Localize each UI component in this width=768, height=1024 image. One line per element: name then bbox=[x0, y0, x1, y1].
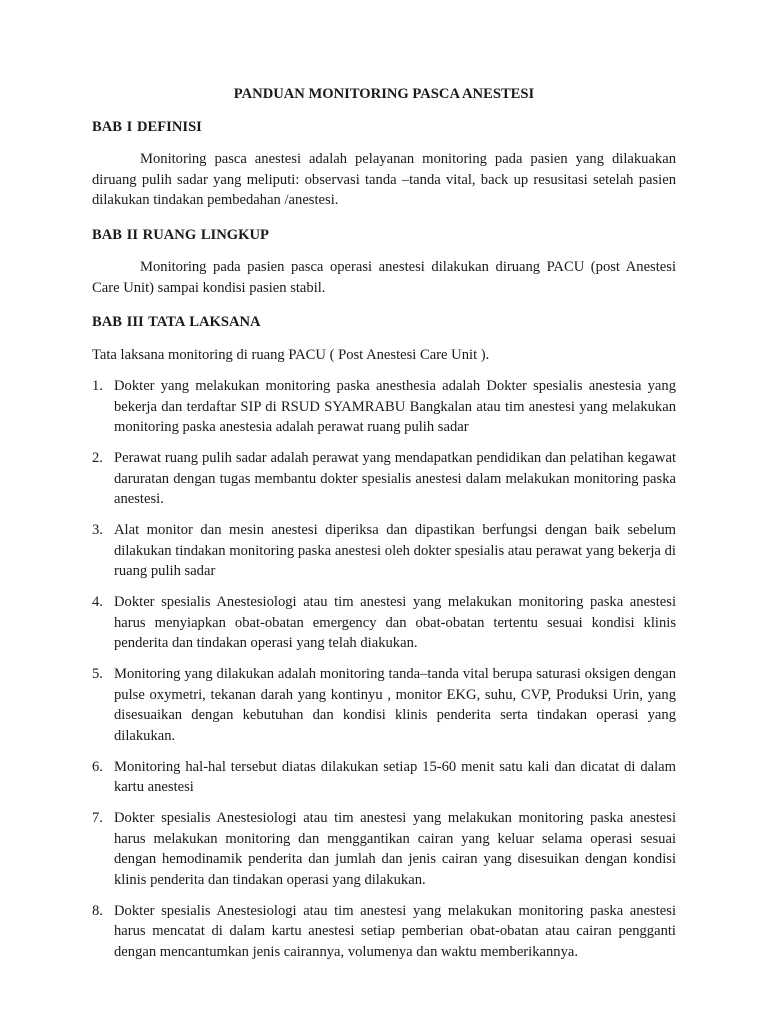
list-item bbox=[92, 448, 676, 510]
list-item bbox=[92, 376, 676, 438]
list-item-number: 6. bbox=[92, 758, 103, 775]
list-item bbox=[92, 664, 676, 746]
list-item-text: Dokter spesialis Anestesiologi atau tim anestesi yang melakukan monitoring paska anestesi harus mencatat di dalam kartu anestesi setiap pemberian obat-obatan atau cairan pengganti dengan mencantumkan jenis cairannya, volumenya dan waktu memberikannya. bbox=[114, 902, 676, 960]
tata-laksana-intro: Tata laksana monitoring di ruang PACU ( Post Anestesi Care Unit ). bbox=[92, 346, 490, 363]
list-item bbox=[92, 520, 676, 582]
list-item-number: 4. bbox=[92, 594, 103, 610]
list-item-text: Dokter yang melakukan monitoring paska anesthesia adalah Dokter spesialis anestesia yang bekerja dan terdaftar SIP di RSUD SYAMRABU Bangkalan atau tim anestesi yang melakukan monitoring paska anestesia adalah perawat ruang pulih sadar bbox=[114, 378, 676, 435]
list-item-number: 3. bbox=[92, 522, 103, 538]
list-item-number: 2. bbox=[92, 450, 103, 466]
list-item-text: Alat monitor dan mesin anestesi diperiksa dan dipastikan berfungsi dengan baik sebelum dilakukan tindakan monitoring paska anestesi oleh dokter spesialis atau perawat yang bekerja di ruang pulih sadar bbox=[114, 522, 676, 579]
list-item-text: Dokter spesialis Anestesiologi atau tim anestesi yang melakukan monitoring paska anestesi harus melakukan monitoring dan menggantikan cairan yang keluar selama operasi sesuai dengan hemodinamik penderita dan jumlah dan jenis cairan yang disesuikan dengan kondisi klinis penderita dan tindakan operasi yang dilakukan. bbox=[114, 810, 676, 888]
list-item-text: Monitoring yang dilakukan adalah monitoring tanda–tanda vital berupa saturasi oksigen dengan pulse oxymetri, tekanan darah yang kontinyu , monitor EKG, suhu, CVP, Produksi Urin, yang disesuaikan dengan kebutuhan dan kondisi klinis penderita serta tindakan operasi yang dilakukan. bbox=[114, 666, 676, 744]
list-item-number: 7. bbox=[92, 810, 103, 826]
list-item-number: 1. bbox=[92, 378, 103, 394]
chapter-heading-ruang-lingkup: BAB II RUANG LINGKUP bbox=[92, 226, 269, 243]
chapter-heading-tata-laksana: BAB III TATA LAKSANA bbox=[92, 314, 261, 330]
list-item-text: Perawat ruang pulih sadar adalah perawat yang mendapatkan pendidikan dan pelatihan kegawat daruratan dengan tugas membantu dokter spesialis anestesi dalam melakukan monitoring paska anestesi. bbox=[114, 450, 676, 507]
chapter-heading-definisi: BAB I DEFINISI bbox=[92, 118, 202, 135]
list-item-text: Dokter spesialis Anestesiologi atau tim anestesi yang melakukan monitoring paska anestesi harus menyiapkan obat-obatan emergency dan obat-obatan tertentu sesuai kondisi klinis penderita dan tindakan operasi yang telah diakukan. bbox=[114, 594, 676, 651]
ruang-lingkup-paragraph: Monitoring pada pasien pasca operasi anestesi dilakukan diruang PACU (post Anestesi Care Unit) sampai kondisi pasien stabil. bbox=[92, 259, 676, 296]
list-item bbox=[92, 757, 676, 798]
list-item-text: Monitoring hal-hal tersebut diatas dilakukan setiap 15-60 menit satu kali dan dicatat di dalam kartu anestesi bbox=[114, 758, 676, 795]
list-item-number: 5. bbox=[92, 666, 103, 682]
definisi-paragraph: Monitoring pasca anestesi adalah pelayanan monitoring pada pasien yang dilakuakan diruang pulih sadar yang meliputi: observasi tanda –tanda vital, back up resusitasi setelah pasien dilakukan tindakan pembedahan /anestesi. bbox=[92, 151, 676, 208]
list-item bbox=[92, 901, 676, 963]
list-item-number: 8. bbox=[92, 902, 103, 919]
tata-laksana-list bbox=[92, 376, 676, 962]
list-item bbox=[92, 592, 676, 654]
list-item bbox=[92, 808, 676, 890]
document-title: PANDUAN MONITORING PASCA ANESTESI bbox=[233, 86, 535, 102]
